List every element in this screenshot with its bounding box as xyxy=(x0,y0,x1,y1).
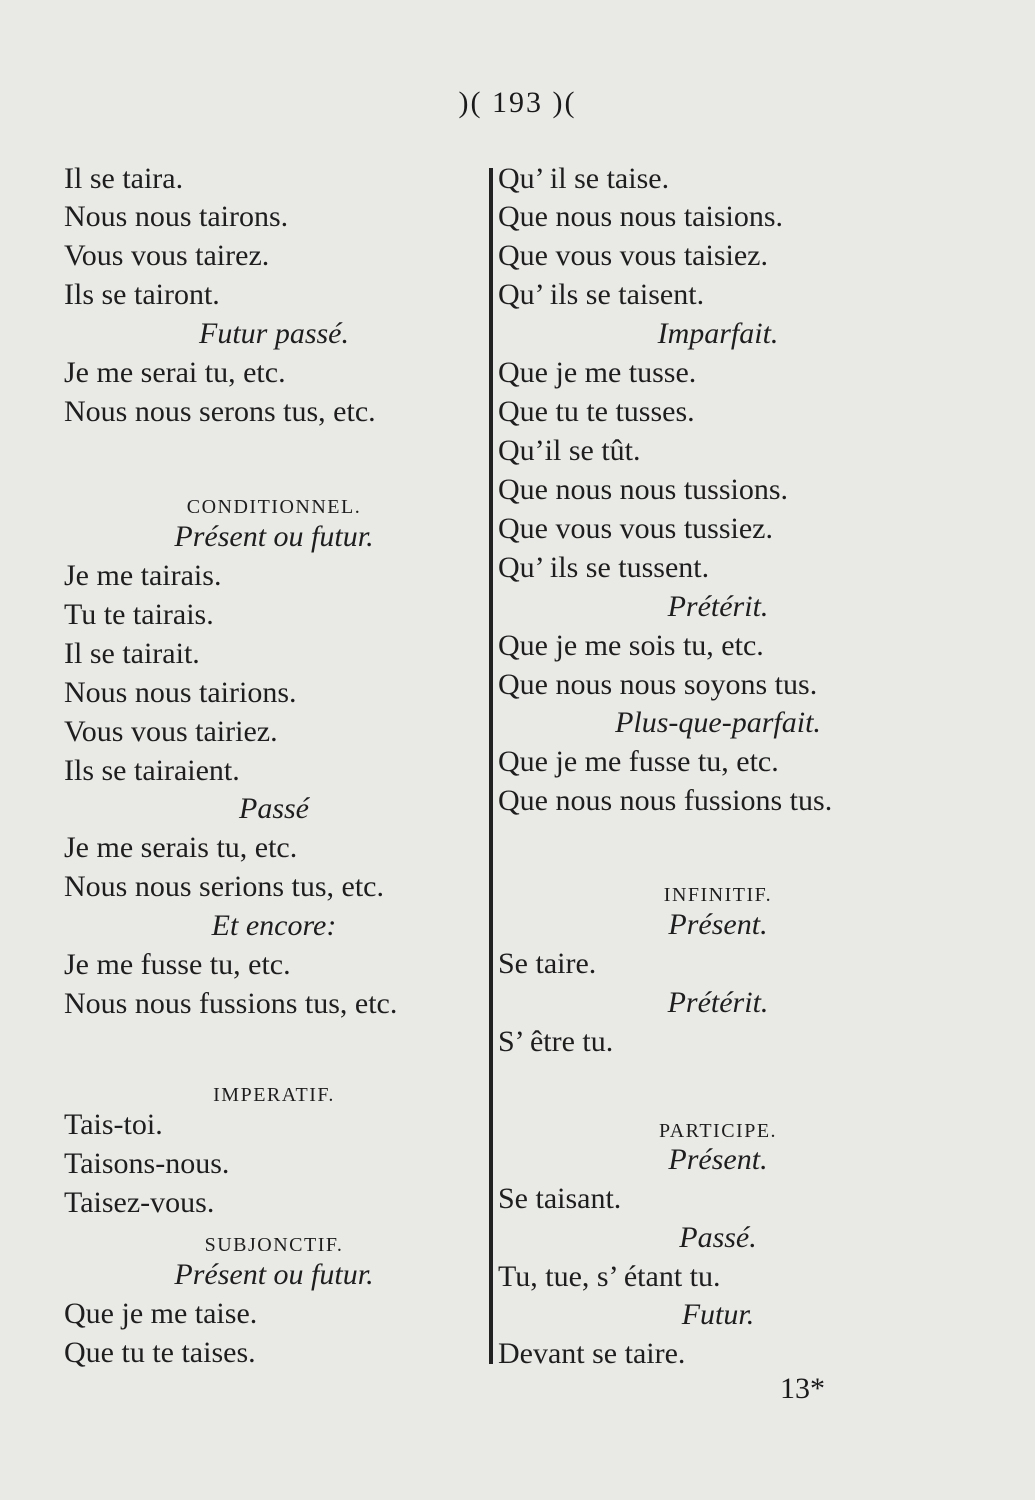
tense-subheading: Présent ou futur. xyxy=(174,1258,374,1291)
tense-subheading: Passé. xyxy=(679,1221,757,1254)
conjugation-line: Qu’ ils se tussent. xyxy=(498,551,710,584)
conjugation-line: Vous vous tairiez. xyxy=(64,715,278,748)
conjugation-line: Que nous nous soyons tus. xyxy=(498,668,818,701)
conjugation-line: Que je me taise. xyxy=(64,1297,258,1330)
tense-subheading: Présent. xyxy=(668,1143,768,1176)
conjugation-line: Ils se tairaient. xyxy=(64,754,240,787)
conjugation-line: Que tu te tusses. xyxy=(498,395,695,428)
tense-subheading: Présent ou futur. xyxy=(174,520,374,553)
conjugation-line: Nous nous tairions. xyxy=(64,676,297,709)
conjugation-line: Qu’ il se taise. xyxy=(498,162,670,195)
conjugation-line: Se taire. xyxy=(498,947,597,980)
section-heading: PARTICIPE. xyxy=(658,1120,778,1142)
conjugation-line: Je me fusse tu, etc. xyxy=(64,948,291,981)
tense-subheading: Passé xyxy=(239,792,309,825)
page-number-header: )( 193 )( xyxy=(458,86,577,119)
tense-subheading: Futur passé. xyxy=(199,317,349,350)
conjugation-line: Vous vous tairez. xyxy=(64,239,270,272)
conjugation-line: Que je me fusse tu, etc. xyxy=(498,745,779,778)
section-heading: CONDITIONNEL. xyxy=(186,496,362,518)
tense-subheading: Présent. xyxy=(668,908,768,941)
tense-subheading: Imparfait. xyxy=(657,317,779,350)
conjugation-line: S’ être tu. xyxy=(498,1025,614,1058)
conjugation-line: Que vous vous taisiez. xyxy=(498,239,768,272)
tense-subheading: Prétérit. xyxy=(667,986,769,1019)
conjugation-line: Nous nous tairons. xyxy=(64,200,289,233)
conjugation-line: Que nous nous taisions. xyxy=(498,200,783,233)
conjugation-line: Nous nous fussions tus, etc. xyxy=(64,987,398,1020)
conjugation-line: Taisez-vous. xyxy=(64,1186,215,1219)
column-divider xyxy=(489,168,493,1364)
conjugation-line: Que nous nous tussions. xyxy=(498,473,789,506)
conjugation-line: Se taisant. xyxy=(498,1182,622,1215)
conjugation-line: Que vous vous tussiez. xyxy=(498,512,773,545)
tense-subheading: Et encore: xyxy=(211,909,337,942)
conjugation-line: Que je me tusse. xyxy=(498,356,697,389)
conjugation-line: Devant se taire. xyxy=(498,1337,686,1370)
section-heading: SUBJONCTIF. xyxy=(204,1234,344,1256)
conjugation-line: Que nous nous fussions tus. xyxy=(498,784,833,817)
conjugation-line: Je me serais tu, etc. xyxy=(64,831,298,864)
conjugation-line: Taisons-nous. xyxy=(64,1147,230,1180)
conjugation-line: Tais-toi. xyxy=(64,1108,163,1141)
signature-mark: 13* xyxy=(780,1372,825,1405)
conjugation-line: Il se tairait. xyxy=(64,637,200,670)
tense-subheading: Plus-que-parfait. xyxy=(615,706,821,739)
tense-subheading: Prétérit. xyxy=(667,590,769,623)
conjugation-line: Il se taira. xyxy=(64,162,184,195)
conjugation-line: Tu te tairais. xyxy=(64,598,214,631)
conjugation-line: Tu, tue, s’ étant tu. xyxy=(498,1260,721,1293)
tense-subheading: Futur. xyxy=(681,1298,755,1331)
conjugation-line: Nous nous serons tus, etc. xyxy=(64,395,376,428)
conjugation-line: Ils se tairont. xyxy=(64,278,220,311)
conjugation-line: Je me serai tu, etc. xyxy=(64,356,286,389)
conjugation-line: Qu’ ils se taisent. xyxy=(498,278,705,311)
conjugation-line: Que je me sois tu, etc. xyxy=(498,629,764,662)
conjugation-line: Nous nous serions tus, etc. xyxy=(64,870,384,903)
conjugation-line: Qu’il se tût. xyxy=(498,434,641,467)
conjugation-line: Que tu te taises. xyxy=(64,1336,256,1369)
section-heading: IMPERATIF. xyxy=(213,1084,335,1106)
conjugation-line: Je me tairais. xyxy=(64,559,222,592)
section-heading: INFINITIF. xyxy=(663,884,773,906)
